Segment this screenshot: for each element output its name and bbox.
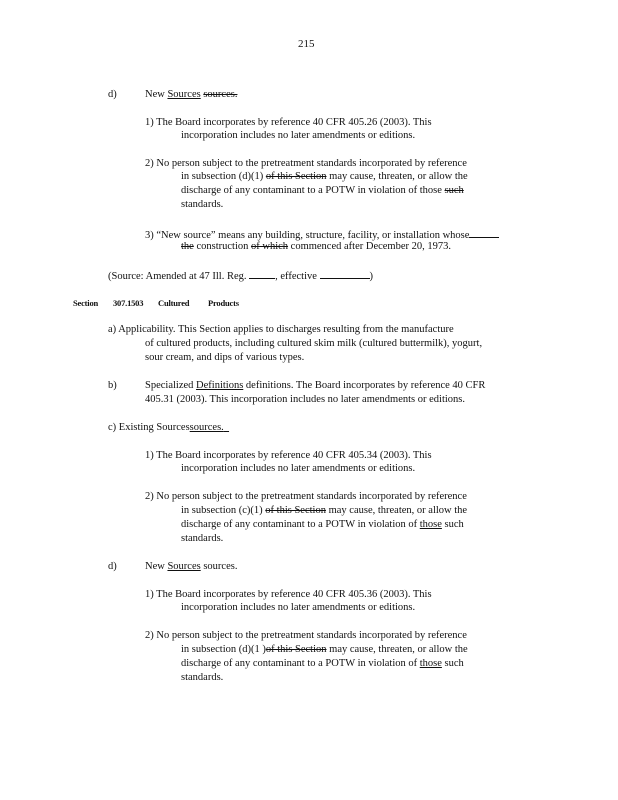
source-note <box>108 269 373 283</box>
c-item2-line4: standards. <box>181 533 224 544</box>
d2-item1-line1: 1) The Board incorporates by reference 40 CFR 405.36 (2003). This <box>145 589 432 600</box>
inserted-text: Sources <box>167 89 201 100</box>
d1-item2-line4: standards. <box>181 199 224 210</box>
section-title-a: Cultured <box>158 298 190 308</box>
text-run: (Source: Amended at 47 Ill. Reg. <box>108 271 247 282</box>
text-run: Specialized <box>145 380 194 391</box>
d2-item2-line1: 2) No person subject to the pretreatment standards incorporated by reference <box>145 630 467 641</box>
page-number: 215 <box>298 38 315 50</box>
text-run: discharge of any contaminant to a POTW in violation of those <box>181 185 442 196</box>
d2-item1-line2: incorporation includes no later amendments or editions. <box>181 602 416 613</box>
deleted-text: of this Section <box>265 505 326 516</box>
text-run: discharge of any contaminant to a POTW in violation of <box>181 519 418 530</box>
deleted-text: of this Section <box>265 171 327 182</box>
section-title-b: Products <box>208 298 239 308</box>
d1-item1-line2: incorporation includes no later amendments or editions. <box>181 130 416 141</box>
subsection-d-heading <box>145 89 237 101</box>
deleted-text: the <box>181 241 194 252</box>
inserted-text: those <box>419 519 442 530</box>
d1-item2-line3 <box>181 185 464 197</box>
d1-item1-line1: 1) The Board incorporates by reference 40 CFR 405.26 (2003). This <box>145 117 432 128</box>
heading-prefix: New <box>145 561 165 572</box>
text-run: , effective <box>275 271 317 282</box>
d1-item3-line1 <box>145 228 499 242</box>
text-run: 3) “New source” means any building, structure, facility, or installation whose <box>145 230 470 241</box>
c-heading <box>108 422 229 434</box>
heading-prefix: New <box>145 89 165 100</box>
text-run: Sources <box>156 422 190 433</box>
a-line3: sour cream, and dips of various types. <box>145 352 305 363</box>
text-run: c) Existing <box>108 422 154 433</box>
b-line1 <box>145 380 485 392</box>
text-run: in subsection (d)(1 ) <box>181 644 266 655</box>
a-line2: of cultured products, including cultured skim milk (cultured buttermilk), yogurt, <box>145 338 483 349</box>
d2-item2-line3 <box>181 658 464 670</box>
section-label: Section <box>73 298 99 308</box>
text-run: sources. <box>203 561 238 572</box>
text-run: such <box>444 519 464 530</box>
deleted-text: of this Section <box>265 644 327 655</box>
c-item1-line2: incorporation includes no later amendments or editions. <box>181 463 416 474</box>
inserted-text: those <box>419 658 442 669</box>
a-line1: a) Applicability. This Section applies to discharges resulting from the manufacture <box>108 324 454 335</box>
inserted-text: Definitions <box>196 380 244 391</box>
d1-item3-line2 <box>181 241 451 253</box>
subsection-d2-heading <box>145 561 237 573</box>
text-run: in subsection (c)(1) <box>181 505 263 516</box>
deleted-text: such <box>444 185 464 196</box>
subsection-d-label: d) <box>108 89 117 100</box>
d2-item2-line2 <box>181 644 468 656</box>
text-run: in subsection (d)(1) <box>181 171 264 182</box>
d2-item2-line4: standards. <box>181 672 224 683</box>
b-line2: 405.31 (2003). This incorporation includes no later amendments or editions. <box>145 394 465 405</box>
c-item1-line1: 1) The Board incorporates by reference 40 CFR 405.34 (2003). This <box>145 450 432 461</box>
c-item2-line2 <box>181 505 467 517</box>
text-run: commenced after December 20, 1973. <box>290 241 452 252</box>
c-item2-line3 <box>181 519 464 531</box>
c-item2-line1: 2) No person subject to the pretreatment standards incorporated by reference <box>145 491 467 502</box>
text-run: definitions. The Board incorporates by reference 40 CFR <box>245 380 486 391</box>
d1-item2-line2 <box>181 171 468 183</box>
text-run: may cause, threaten, or allow the <box>329 644 468 655</box>
section-number: 307.1503 <box>113 298 144 308</box>
subsection-d2-label: d) <box>108 561 117 572</box>
text-run: construction <box>196 241 249 252</box>
text-run: ) <box>369 271 374 282</box>
deleted-text: of which <box>250 241 289 252</box>
b-label: b) <box>108 380 117 391</box>
text-run: may cause, threaten, or allow the <box>329 171 468 182</box>
d1-item2-line1: 2) No person subject to the pretreatment standards incorporated by reference <box>145 158 467 169</box>
text-run: may cause, threaten, or allow the <box>328 505 468 516</box>
text-run: such <box>444 658 464 669</box>
text-run: discharge of any contaminant to a POTW in violation of <box>181 658 418 669</box>
inserted-text: sources. <box>189 422 224 433</box>
deleted-text: sources. <box>203 89 238 100</box>
inserted-text: Sources <box>167 561 201 572</box>
